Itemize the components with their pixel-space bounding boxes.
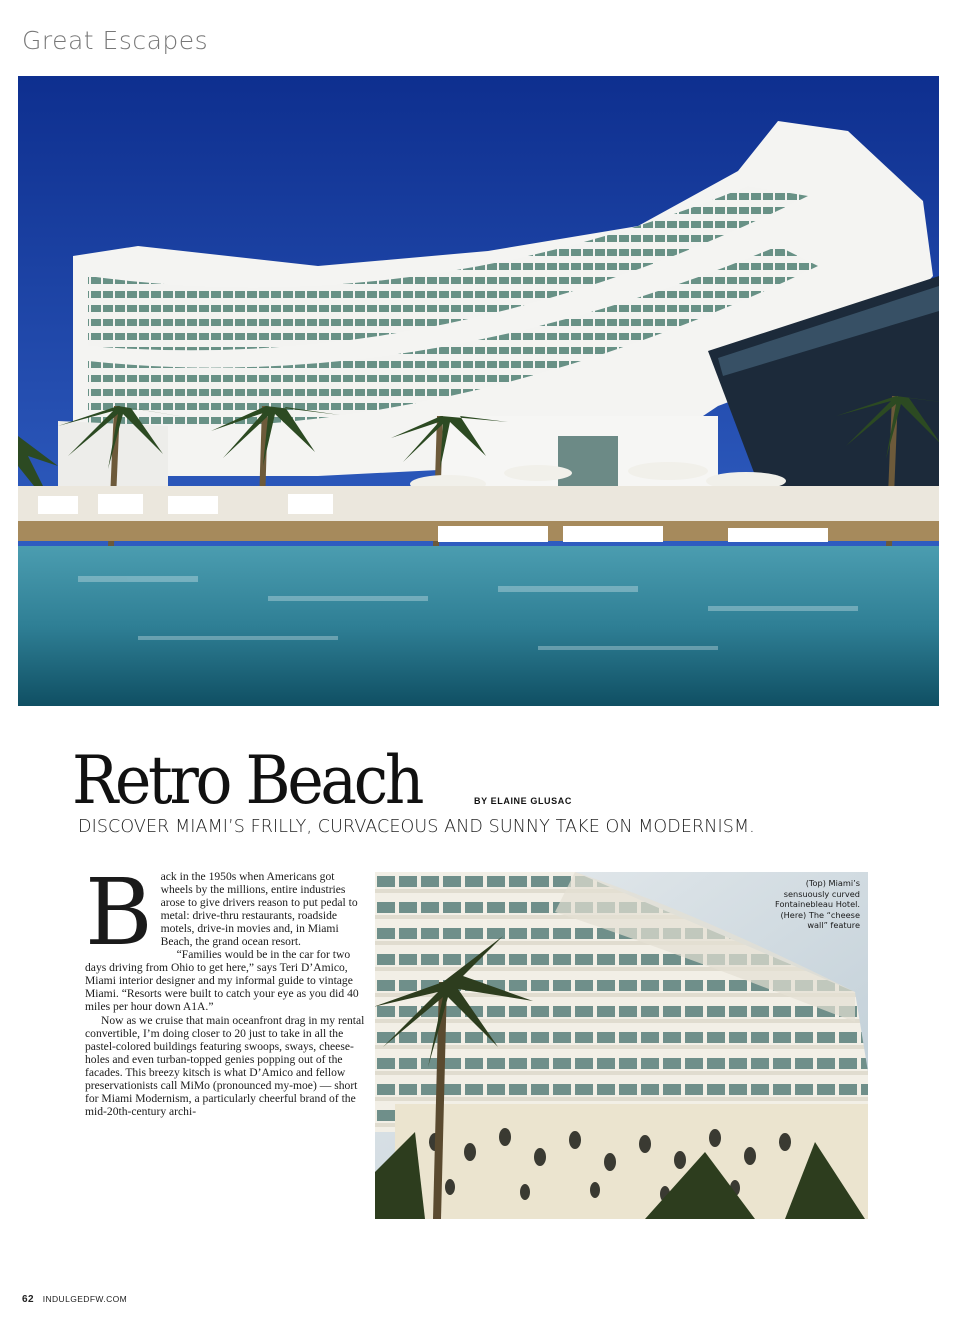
article-dek: DISCOVER MIAMI’S FRILLY, CURVACEOUS AND SUNNY TAKE ON MODERNISM. <box>78 817 755 837</box>
drop-cap: B <box>85 870 153 966</box>
hero-photo-fontainebleau <box>18 76 939 706</box>
paragraph-3: Now as we cruise that main oceanfront drag in my rental convertible, I’m doing closer to 20 just to take in all the pastel-colored buildings featuring swoops, sways, cheese-holes and even turban-topped genies popping out of the facades. This breezy kitsch is what D’Amico and fellow preservationists call MiMo (pronounced my-moe) — short for Miami Modernism, a particularly cheerful brand of the mid-20th-century archi- <box>85 1013 365 1118</box>
inset-photo-cheese-wall <box>375 872 868 1219</box>
section-label: Great Escapes <box>22 26 209 55</box>
photo-caption: (Top) Miami’s sensuously curved Fontainebleau Hotel. (Here) The “cheese wall” feature <box>775 878 860 931</box>
page-footer <box>22 1294 127 1305</box>
paragraph-1: ack in the 1950s when Americans got wheels by the millions, entire industries arose to give drivers reason to put pedal to metal: drive-thru restaurants, roadside motels, drive-in movies and, in Miami Beach, the grand ocean resort. <box>160 870 358 949</box>
paragraph-2: “Families would be in the car for two days driving from Ohio to get here,” says Teri D’Amico, Miami interior designer and my informal guide to vintage Miami. “Resorts were built to catch your eye as you did 40 miles per hour down A1A.” <box>85 948 359 1014</box>
article-body <box>85 870 365 1222</box>
byline: BY ELAINE GLUSAC <box>474 796 572 806</box>
page-number: 62 <box>22 1294 34 1305</box>
article-title: Retro Beach <box>72 742 422 819</box>
footer-site: INDULGEDFW.COM <box>42 1294 128 1304</box>
